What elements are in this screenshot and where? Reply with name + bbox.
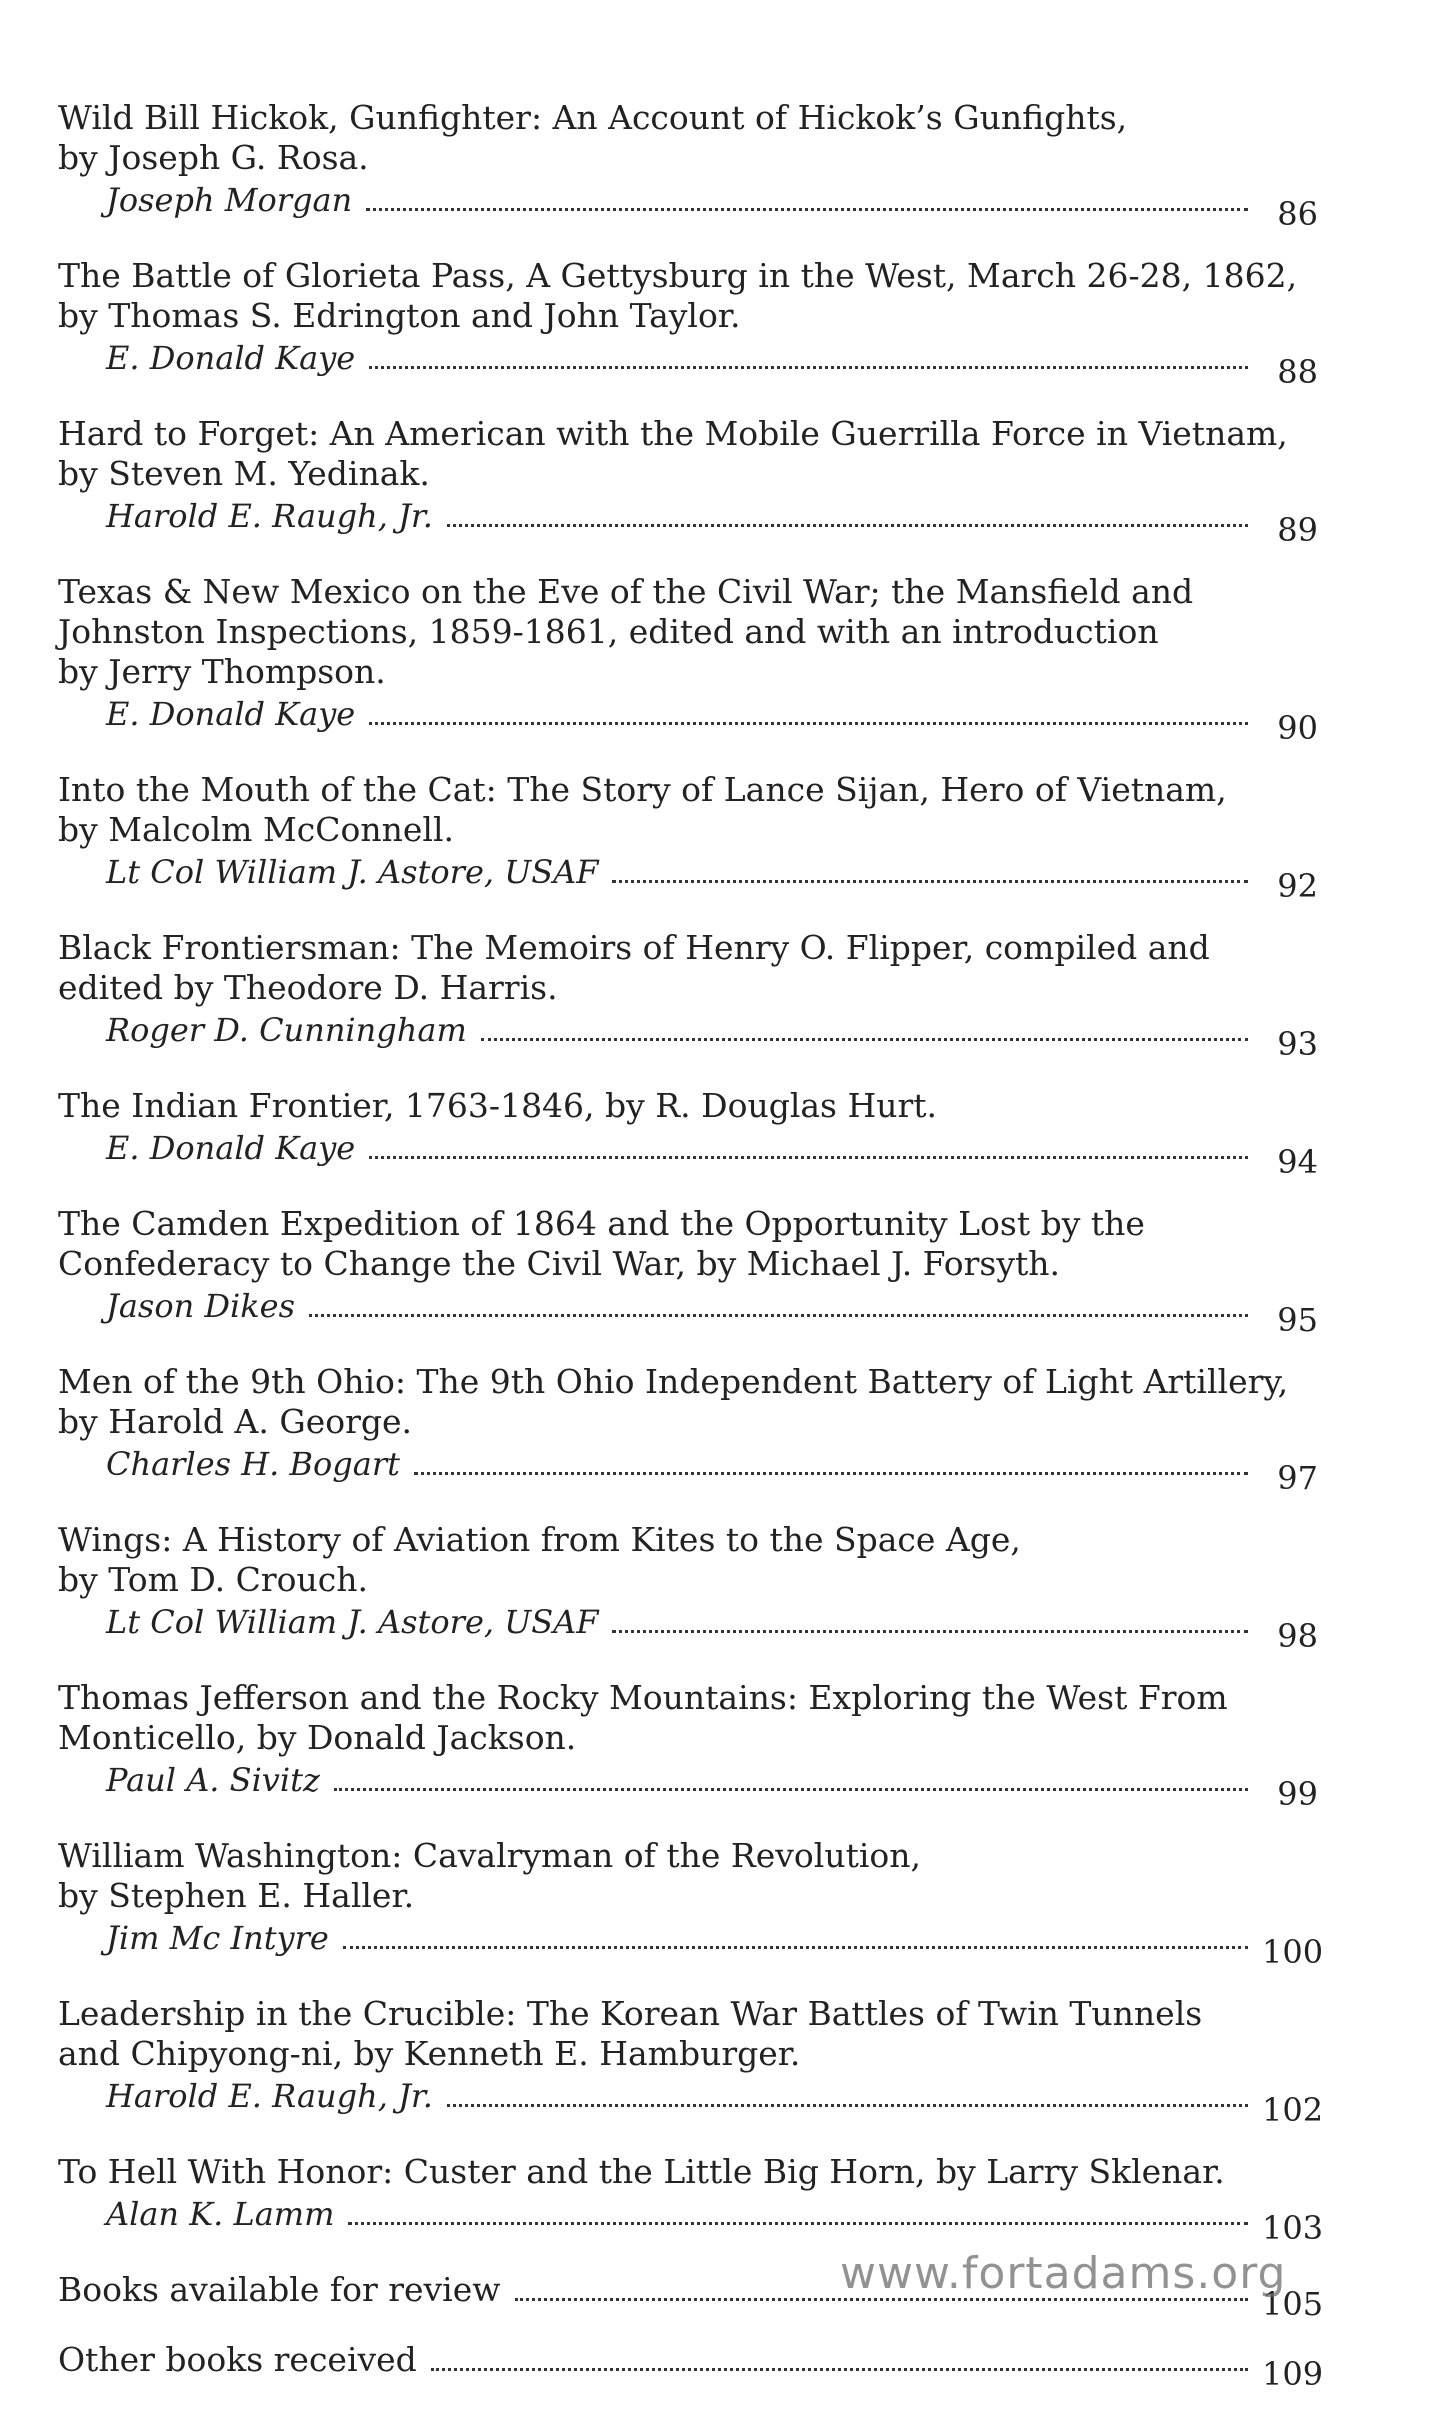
reviewer-name: Lt Col William J. Astore, USAF [106, 1603, 599, 1641]
page-number: 105 [1262, 2285, 1324, 2323]
reviewer-name: Jim Mc Intyre [106, 1919, 329, 1957]
reviewer-line [58, 180, 1318, 233]
dot-leader [481, 1038, 1248, 1041]
section-label: Other books received [58, 2340, 417, 2379]
reviewer-name: Paul A. Sivitz [106, 1761, 320, 1799]
toc-entry [58, 1204, 1318, 1339]
page-number: 88 [1277, 353, 1318, 391]
toc-entry [58, 1678, 1318, 1813]
toc-entry [58, 1086, 1318, 1181]
toc-entry [58, 1836, 1324, 1971]
book-title: Texas & New Mexico on the Eve of the Civil War; the Mansfield and Johnston Inspections, 1859-1861, edited and with an introduction by Jerry Thompson. [58, 572, 1194, 691]
toc-entry [58, 98, 1318, 233]
book-title: To Hell With Honor: Custer and the Little Big Horn, by Larry Sklenar. [58, 2152, 1225, 2191]
page-number: 95 [1277, 1301, 1318, 1339]
book-title: The Indian Frontier, 1763-1846, by R. Douglas Hurt. [58, 1086, 938, 1125]
book-title: The Battle of Glorieta Pass, A Gettysburg in the West, March 26-28, 1862, by Thomas S. Edrington and John Taylor. [58, 256, 1298, 335]
section-label: Books available for review [58, 2270, 501, 2309]
toc-entry [58, 414, 1318, 549]
page-number: 86 [1277, 195, 1318, 233]
reviewer-line [58, 1602, 1318, 1655]
page-number: 100 [1262, 1933, 1324, 1971]
toc-entry [58, 1520, 1318, 1655]
reviewer-line [58, 2194, 1324, 2247]
dot-leader [369, 1156, 1248, 1159]
reviewer-line [58, 1918, 1324, 1971]
reviewer-name: Charles H. Bogart [106, 1445, 400, 1483]
reviewer-line [58, 852, 1318, 905]
book-title: Wild Bill Hickok, Gunfighter: An Account of Hickok’s Gunfights, by Joseph G. Rosa. [58, 98, 1128, 177]
dot-leader [309, 1314, 1248, 1317]
dot-leader [369, 366, 1248, 369]
dot-leader [343, 1946, 1248, 1949]
page-number: 109 [1262, 2355, 1324, 2393]
book-title: Thomas Jefferson and the Rocky Mountains: Exploring the West From Monticello, by Donald Jackson. [58, 1678, 1228, 1757]
toc-entry [58, 2152, 1324, 2247]
book-title: Black Frontiersman: The Memoirs of Henry O. Flipper, compiled and edited by Theodore D. Harris. [58, 928, 1210, 1007]
watermark: www.fortadams.org [840, 2248, 1287, 2299]
reviewer-name: Joseph Morgan [106, 181, 353, 219]
page-number: 103 [1262, 2209, 1324, 2247]
dot-leader [447, 524, 1248, 527]
reviewer-name: Harold E. Raugh, Jr. [106, 497, 433, 535]
page-number: 97 [1277, 1459, 1318, 1497]
reviewer-line [58, 1010, 1318, 1063]
reviewer-line [58, 2076, 1324, 2129]
reviewer-line [58, 338, 1318, 391]
book-title: The Camden Expedition of 1864 and the Opportunity Lost by the Confederacy to Change the Civil War, by Michael J. Forsyth. [58, 1204, 1145, 1283]
reviewer-name: E. Donald Kaye [106, 1129, 356, 1167]
book-title: Into the Mouth of the Cat: The Story of Lance Sijan, Hero of Vietnam, by Malcolm McConnell. [58, 770, 1227, 849]
reviewer-line [58, 1128, 1318, 1181]
page-number: 99 [1277, 1775, 1318, 1813]
book-title: William Washington: Cavalryman of the Revolution, by Stephen E. Haller. [58, 1836, 921, 1915]
book-title: Leadership in the Crucible: The Korean War Battles of Twin Tunnels and Chipyong-ni, by Kenneth E. Hamburger. [58, 1994, 1203, 2073]
toc-entry [58, 1362, 1318, 1497]
toc-entry [58, 928, 1318, 1063]
toc-extra-entry [58, 2340, 1324, 2393]
dot-leader [431, 2368, 1248, 2371]
reviewer-line [58, 1444, 1318, 1497]
page-number: 89 [1277, 511, 1318, 549]
reviewer-name: Alan K. Lamm [106, 2195, 335, 2233]
reviewer-name: Lt Col William J. Astore, USAF [106, 853, 599, 891]
dot-leader [447, 2104, 1248, 2107]
toc-entry [58, 572, 1318, 747]
book-title: Men of the 9th Ohio: The 9th Ohio Independent Battery of Light Artillery, by Harold A. George. [58, 1362, 1289, 1441]
dot-leader [334, 1788, 1248, 1791]
dot-leader [369, 722, 1248, 725]
table-of-contents [58, 98, 1324, 2410]
page-number: 98 [1277, 1617, 1318, 1655]
dot-leader [366, 208, 1248, 211]
book-title: Wings: A History of Aviation from Kites to the Space Age, by Tom D. Crouch. [58, 1520, 1021, 1599]
reviewer-line [58, 694, 1318, 747]
toc-entry [58, 1994, 1324, 2129]
dot-leader [612, 1630, 1248, 1633]
dot-leader [612, 880, 1248, 883]
page-number: 93 [1277, 1025, 1318, 1063]
book-title: Hard to Forget: An American with the Mobile Guerrilla Force in Vietnam, by Steven M. Yedinak. [58, 414, 1288, 493]
dot-leader [414, 1472, 1248, 1475]
reviewer-line [58, 496, 1318, 549]
page-number: 94 [1277, 1143, 1318, 1181]
reviewer-name: Jason Dikes [106, 1287, 296, 1325]
toc-entry [58, 256, 1318, 391]
reviewer-name: Harold E. Raugh, Jr. [106, 2077, 433, 2115]
reviewer-name: Roger D. Cunningham [106, 1011, 467, 1049]
reviewer-name: E. Donald Kaye [106, 695, 356, 733]
page-number: 92 [1277, 867, 1318, 905]
toc-entry [58, 770, 1318, 905]
reviewer-name: E. Donald Kaye [106, 339, 356, 377]
dot-leader [348, 2222, 1248, 2225]
reviewer-line [58, 1760, 1318, 1813]
page-number: 90 [1277, 709, 1318, 747]
reviewer-line [58, 1286, 1318, 1339]
page-number: 102 [1262, 2091, 1324, 2129]
